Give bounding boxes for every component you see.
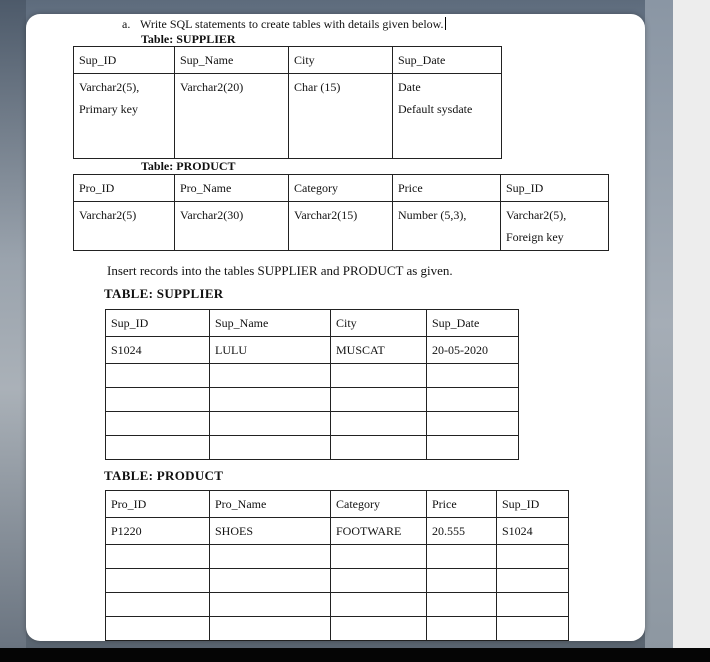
table-cell (210, 569, 331, 593)
schema-supplier-caption: Table: SUPPLIER (141, 32, 236, 46)
table-row (106, 545, 569, 569)
table-cell (106, 593, 210, 617)
table-cell (210, 436, 331, 460)
table-cell: P1220 (106, 518, 210, 545)
table-header-cell: Pro_ID (74, 175, 175, 202)
table-cell: Varchar2(5) (74, 202, 175, 251)
table-cell: FOOTWARE (331, 518, 427, 545)
table-cell: 20.555 (427, 518, 497, 545)
table-cell (331, 593, 427, 617)
table-cell: Date Default sysdate (393, 74, 502, 159)
table-header-cell: Pro_ID (106, 491, 210, 518)
table-cell: LULU (210, 337, 331, 364)
table-cell (331, 569, 427, 593)
table-cell (210, 617, 331, 641)
table-header-cell: Sup_Date (393, 47, 502, 74)
table-row (106, 364, 519, 388)
text-cursor (445, 17, 446, 30)
table-cell: Varchar2(15) (289, 202, 393, 251)
table-cell (106, 388, 210, 412)
table-cell (497, 569, 569, 593)
table-cell (427, 364, 519, 388)
table-cell: SHOES (210, 518, 331, 545)
schema-product-table (73, 174, 609, 251)
table-cell: Varchar2(20) (175, 74, 289, 159)
table-header-cell: Category (289, 175, 393, 202)
table-cell (497, 545, 569, 569)
table-row (106, 412, 519, 436)
table-header-row (106, 491, 569, 518)
records-product-table (105, 490, 569, 641)
table-header-cell: Sup_Date (427, 310, 519, 337)
table-cell (331, 436, 427, 460)
table-cell (331, 388, 427, 412)
table-cell (106, 617, 210, 641)
table-cell (210, 593, 331, 617)
table-row (106, 569, 569, 593)
table-cell (210, 364, 331, 388)
schema-product-caption: Table: PRODUCT (141, 159, 236, 173)
table-cell: Varchar2(30) (175, 202, 289, 251)
records-supplier-table (105, 309, 519, 460)
table-cell (106, 569, 210, 593)
table-cell (210, 388, 331, 412)
table-cell (331, 412, 427, 436)
table-cell (106, 412, 210, 436)
table-header-cell: Sup_ID (106, 310, 210, 337)
table-row (106, 337, 519, 364)
table-cell (331, 617, 427, 641)
table-cell: MUSCAT (331, 337, 427, 364)
records-supplier-title: TABLE: SUPPLIER (104, 286, 224, 301)
table-cell: 20-05-2020 (427, 337, 519, 364)
table-cell (427, 545, 497, 569)
question-text-content: Write SQL statements to create tables with details given below. (140, 17, 444, 31)
bottom-bar (0, 648, 710, 662)
table-header-cell: Pro_Name (210, 491, 331, 518)
table-header-cell: Category (331, 491, 427, 518)
table-cell: Number (5,3), (393, 202, 501, 251)
table-cell (106, 436, 210, 460)
document-page (26, 14, 645, 641)
table-header-cell: City (289, 47, 393, 74)
table-row (106, 617, 569, 641)
table-header-cell: Sup_ID (501, 175, 609, 202)
table-cell (427, 569, 497, 593)
table-cell: Varchar2(5), Primary key (74, 74, 175, 159)
table-row (106, 518, 569, 545)
table-header-row (106, 310, 519, 337)
table-cell (497, 617, 569, 641)
table-cell: Char (15) (289, 74, 393, 159)
table-header-cell: Pro_Name (175, 175, 289, 202)
table-cell: Varchar2(5), Foreign key (501, 202, 609, 251)
table-header-cell: City (331, 310, 427, 337)
table-cell (427, 617, 497, 641)
table-header-cell: Sup_Name (175, 47, 289, 74)
table-header-cell: Price (427, 491, 497, 518)
table-cell (331, 364, 427, 388)
table-row (74, 202, 609, 251)
table-cell: S1024 (497, 518, 569, 545)
table-cell (210, 412, 331, 436)
table-cell (210, 545, 331, 569)
table-header-cell: Price (393, 175, 501, 202)
records-product-title: TABLE: PRODUCT (104, 468, 224, 483)
table-cell (106, 364, 210, 388)
schema-supplier-table (73, 46, 502, 159)
table-row (106, 593, 569, 617)
table-cell: S1024 (106, 337, 210, 364)
table-cell (427, 412, 519, 436)
table-cell (427, 388, 519, 412)
background-right (645, 0, 673, 648)
insert-instruction: Insert records into the tables SUPPLIER and PRODUCT as given. (107, 263, 453, 278)
table-header-cell: Sup_ID (497, 491, 569, 518)
table-header-cell: Sup_ID (74, 47, 175, 74)
table-cell (427, 436, 519, 460)
table-cell (106, 545, 210, 569)
table-cell (427, 593, 497, 617)
screen-edge (673, 0, 710, 662)
table-row (106, 436, 519, 460)
table-row (74, 74, 502, 159)
table-row (106, 388, 519, 412)
table-header-row (74, 175, 609, 202)
question-number: a. (122, 17, 131, 31)
table-header-row (74, 47, 502, 74)
question-text (140, 17, 446, 32)
background-left (0, 0, 26, 648)
table-cell (497, 593, 569, 617)
table-cell (331, 545, 427, 569)
table-header-cell: Sup_Name (210, 310, 331, 337)
